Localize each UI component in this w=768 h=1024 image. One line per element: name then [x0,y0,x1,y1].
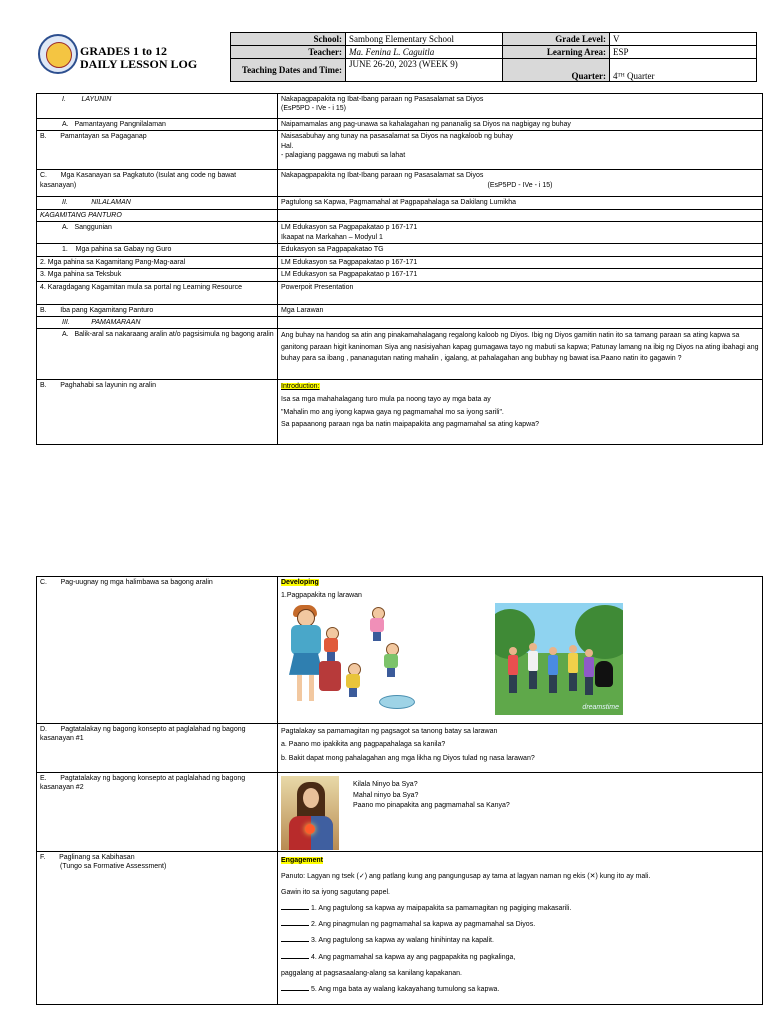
table-row [37,131,763,170]
park-cleanup-photo [495,603,623,715]
row-value-pagtatalakay-2: Kilala Ninyo ba Sya? Mahal ninyo ba Sya? Paano mo pinapakita ang pagmamahal sa Kanya? [278,773,763,852]
row-label-nilalaman: II. NILALAMAN [37,197,278,209]
row-label-pamantayang-pangnilalaman: A. Pamantayang Pangnilalaman [37,119,278,131]
table-row [37,577,763,724]
table-row [37,244,763,256]
row-value-kagamitang-panturo [278,209,763,221]
list-item: 5. Ang mga bata ay walang kakayahang tumulong sa kapwa. [281,982,759,998]
list-item: 3. Ang pagtulong sa kapwa ay walang hinihintay na kapalit. [281,933,759,949]
row-value-teksbuk: LM Edukasyon sa Pagpapakatao p 167-171 [278,269,763,281]
teaching-dates-value: JUNE 26-20, 2023 (WEEK 9) [346,59,503,82]
row-label-pamantayan-pagaganap: B. Pamantayan sa Pagaganap [37,131,278,170]
row-label-paglinang: F. Paglinang sa Kabihasan (Tungo sa Formative Assessment) [37,852,278,1005]
lesson-log-table-page1 [36,93,763,445]
row-value-iba-pang-kagamitan: Mga Larawan [278,304,763,316]
row-value-kagamitang-mag-aaral: LM Edukasyon sa Pagpapakatao p 167-171 [278,256,763,268]
table-row [37,852,763,1005]
table-row [37,209,763,221]
list-item: 1. Ang pagtulong sa kapwa ay maipapakita sa pamamagitan ng pagiging makasarili. [281,901,759,917]
row-label-karagdagang-kagamitan: 4. Karagdagang Kagamitan mula sa portal ng Learning Resource [37,281,278,304]
row-value-pamantayang-pangnilalaman: Naipamamalas ang pag-unawa sa kahalagahan ng pananalig sa Diyos na nagbigay ng buhay [278,119,763,131]
row-value-sanggunian: LM Edukasyon sa Pagpapakatao p 167-171 Ikaapat na Markahan – Modyul 1 [278,222,763,244]
learning-area-value: ESP [610,46,757,59]
table-row [37,281,763,304]
row-label-kasanayan: C. Mga Kasanayan sa Pagkatuto (Isulat ang code ng bawat kasanayan) [37,170,278,197]
row-label-balik-aral: A. Balik-aral sa nakaraang aralin at/o pagsisimula ng bagong aralin [37,329,278,380]
row-value-pamamaraan [278,316,763,328]
table-row [37,170,763,197]
school-value: Sambong Elementary School [346,33,503,46]
row-label-sanggunian: A. Sanggunian [37,222,278,244]
table-row [37,724,763,773]
grade-level-value: V [610,33,757,46]
row-label-kagamitang-mag-aaral: 2. Mga pahina sa Kagamitang Pang-Mag-aaral [37,256,278,268]
row-value-pagtatalakay-1: Pagtalakay sa pamamagitan ng pagsagot sa tanong batay sa larawan a. Paano mo ipakikita ang pagpapahalaga sa kanila? b. Bakit dapat mong pahalagahan ang mga likha ng Diyos tulad ng nasa larawan? [278,724,763,773]
learning-area-label: Learning Area: [503,46,610,59]
row-label-iba-pang-kagamitan: B. Iba pang Kagamitang Panturo [37,304,278,316]
row-value-balik-aral: Ang buhay na handog sa atin ang pinakamahalagang regalong kaloob ng Diyos. Ibig ng Diyos gamitin natin ito sa tamang paraan sa ating kapwa sa ganitong paraan higit kaninoman Siya ang nasisiyahan kapag gumagawa tayo ng mabuti sa kapwa; Patunay lamang na ibig ng Diyos na ating ibahagi ang buhay para sa ibang , pananagutan nating mahalin , igalang, at pahalagahan ang bubhay ng bawat isa.Paano natin ito gagawin ? [278,329,763,380]
table-row [37,304,763,316]
row-value-pag-uugnay: Developing 1.Pagpapakita ng larawan dreamstime [278,577,763,724]
row-label-pagtatalakay-1: D. Pagtatalakay ng bagong konsepto at paglalahad ng bagong kasanayan #1 [37,724,278,773]
table-row [37,94,763,119]
row-label-pag-uugnay: C. Pag-uugnay ng mga halimbawa sa bagong aralin [37,577,278,724]
lesson-log-table-page2 [36,576,763,1005]
row-value-pamantayan-pagaganap: Naisasabuhay ang tunay na pasasalamat sa Diyos na nagkaloob ng buhay Hal. - palagiang paggawa ng mabuti sa lahat [278,131,763,170]
teaching-dates-label: Teaching Dates and Time: [231,59,346,82]
teacher-label: Teacher: [231,46,346,59]
school-label: School: [231,33,346,46]
quarter-label: Quarter: [503,59,610,82]
table-row [37,269,763,281]
header-info-table [230,32,757,82]
list-item: 4. Ang pagmamahal sa kapwa ay ang pagpapakita ng pagkalinga, [281,950,759,966]
header-title-line2: DAILY LESSON LOG [80,57,198,71]
grade-level-label: Grade Level: [503,33,610,46]
row-label-gabay-guro: 1. Mga pahina sa Gabay ng Guro [37,244,278,256]
table-row [37,316,763,328]
table-row [37,773,763,852]
row-value-paghahabi: Introduction: Isa sa mga mahahalagang turo mula pa noong tayo ay mga bata ay "Mahalin mo ang iyong kapwa gaya ng pagmamahal mo sa iyong sarili". Sa papaanong paraan nga ba natin maipapakita ang pagmamahal sa ating kapwa? [278,380,763,445]
mother-children-illustration [283,603,423,711]
header-title-line1: GRADES 1 to 12 [80,44,168,58]
row-label-teksbuk: 3. Mga pahina sa Teksbuk [37,269,278,281]
row-value-layunin: Nakapagpapakita ng Ibat-Ibang paraan ng Pasasalamat sa Diyos (EsP5PD - IVe - i 15) [278,94,763,119]
row-value-gabay-guro: Edukasyon sa Pagpapakatao TG [278,244,763,256]
row-value-karagdagang-kagamitan: Powerpoit Presentation [278,281,763,304]
sacred-heart-image [281,776,339,850]
row-label-pamamaraan: III. PAMAMARAAN [37,316,278,328]
deped-seal-logo [38,34,78,74]
teacher-value: Ma. Fenina L. Caguitla [346,46,503,59]
row-label-pagtatalakay-2: E. Pagtatalakay ng bagong konsepto at paglalahad ng bagong kasanayan #2 [37,773,278,852]
table-row [37,329,763,380]
row-label-layunin: I. LAYUNIN [37,94,278,119]
quarter-value: 4ᵀᴴ Quarter [610,59,757,82]
row-value-paglinang: Engagement Panuto: Lagyan ng tsek (✓) ang patlang kung ang pangungusap ay tama at lagyan naman ng ekis (✕) kung ito ay mali. Gawin ito sa iyong sagutang papel. 1. Ang pagtulong sa kapwa ay maipapakita sa pamamagitan ng pagiging makasarili. 2. Ang pinagmulan ng pagmamahal sa kapwa ay pagmamahal sa Diyos. 3. Ang pagtulong sa kapwa ay walang hinihintay na kapalit. 4. Ang pagmamahal sa kapwa ay ang pagpapakita ng pagkalinga, paggalang at pagsasaalang-alang sa kanilang kapakanan. 5. Ang mga bata ay walang kakayahang tumulong sa kapwa. [278,852,763,1005]
table-row [37,197,763,209]
list-item: 2. Ang pinagmulan ng pagmamahal sa kapwa ay pagmamahal sa Diyos. [281,917,759,933]
table-row [37,119,763,131]
introduction-heading: Introduction: [281,383,320,391]
row-value-nilalaman: Pagtulong sa Kapwa, Pagmamahal at Pagpapahalaga sa Dakilang Lumikha [278,197,763,209]
table-row [37,222,763,244]
engagement-heading: Engagement [281,857,324,864]
watermark-text: dreamstime [582,704,619,712]
row-label-paghahabi: B. Paghahabi sa layunin ng aralin [37,380,278,445]
row-value-kasanayan: Nakapagpapakita ng Ibat-Ibang paraan ng Pasasalamat sa Diyos (EsP5PD - IVe - i 15) [278,170,763,197]
row-label-kagamitang-panturo: KAGAMITANG PANTURO [37,209,278,221]
table-row [37,380,763,445]
developing-heading: Developing [281,579,319,586]
table-row [37,256,763,268]
